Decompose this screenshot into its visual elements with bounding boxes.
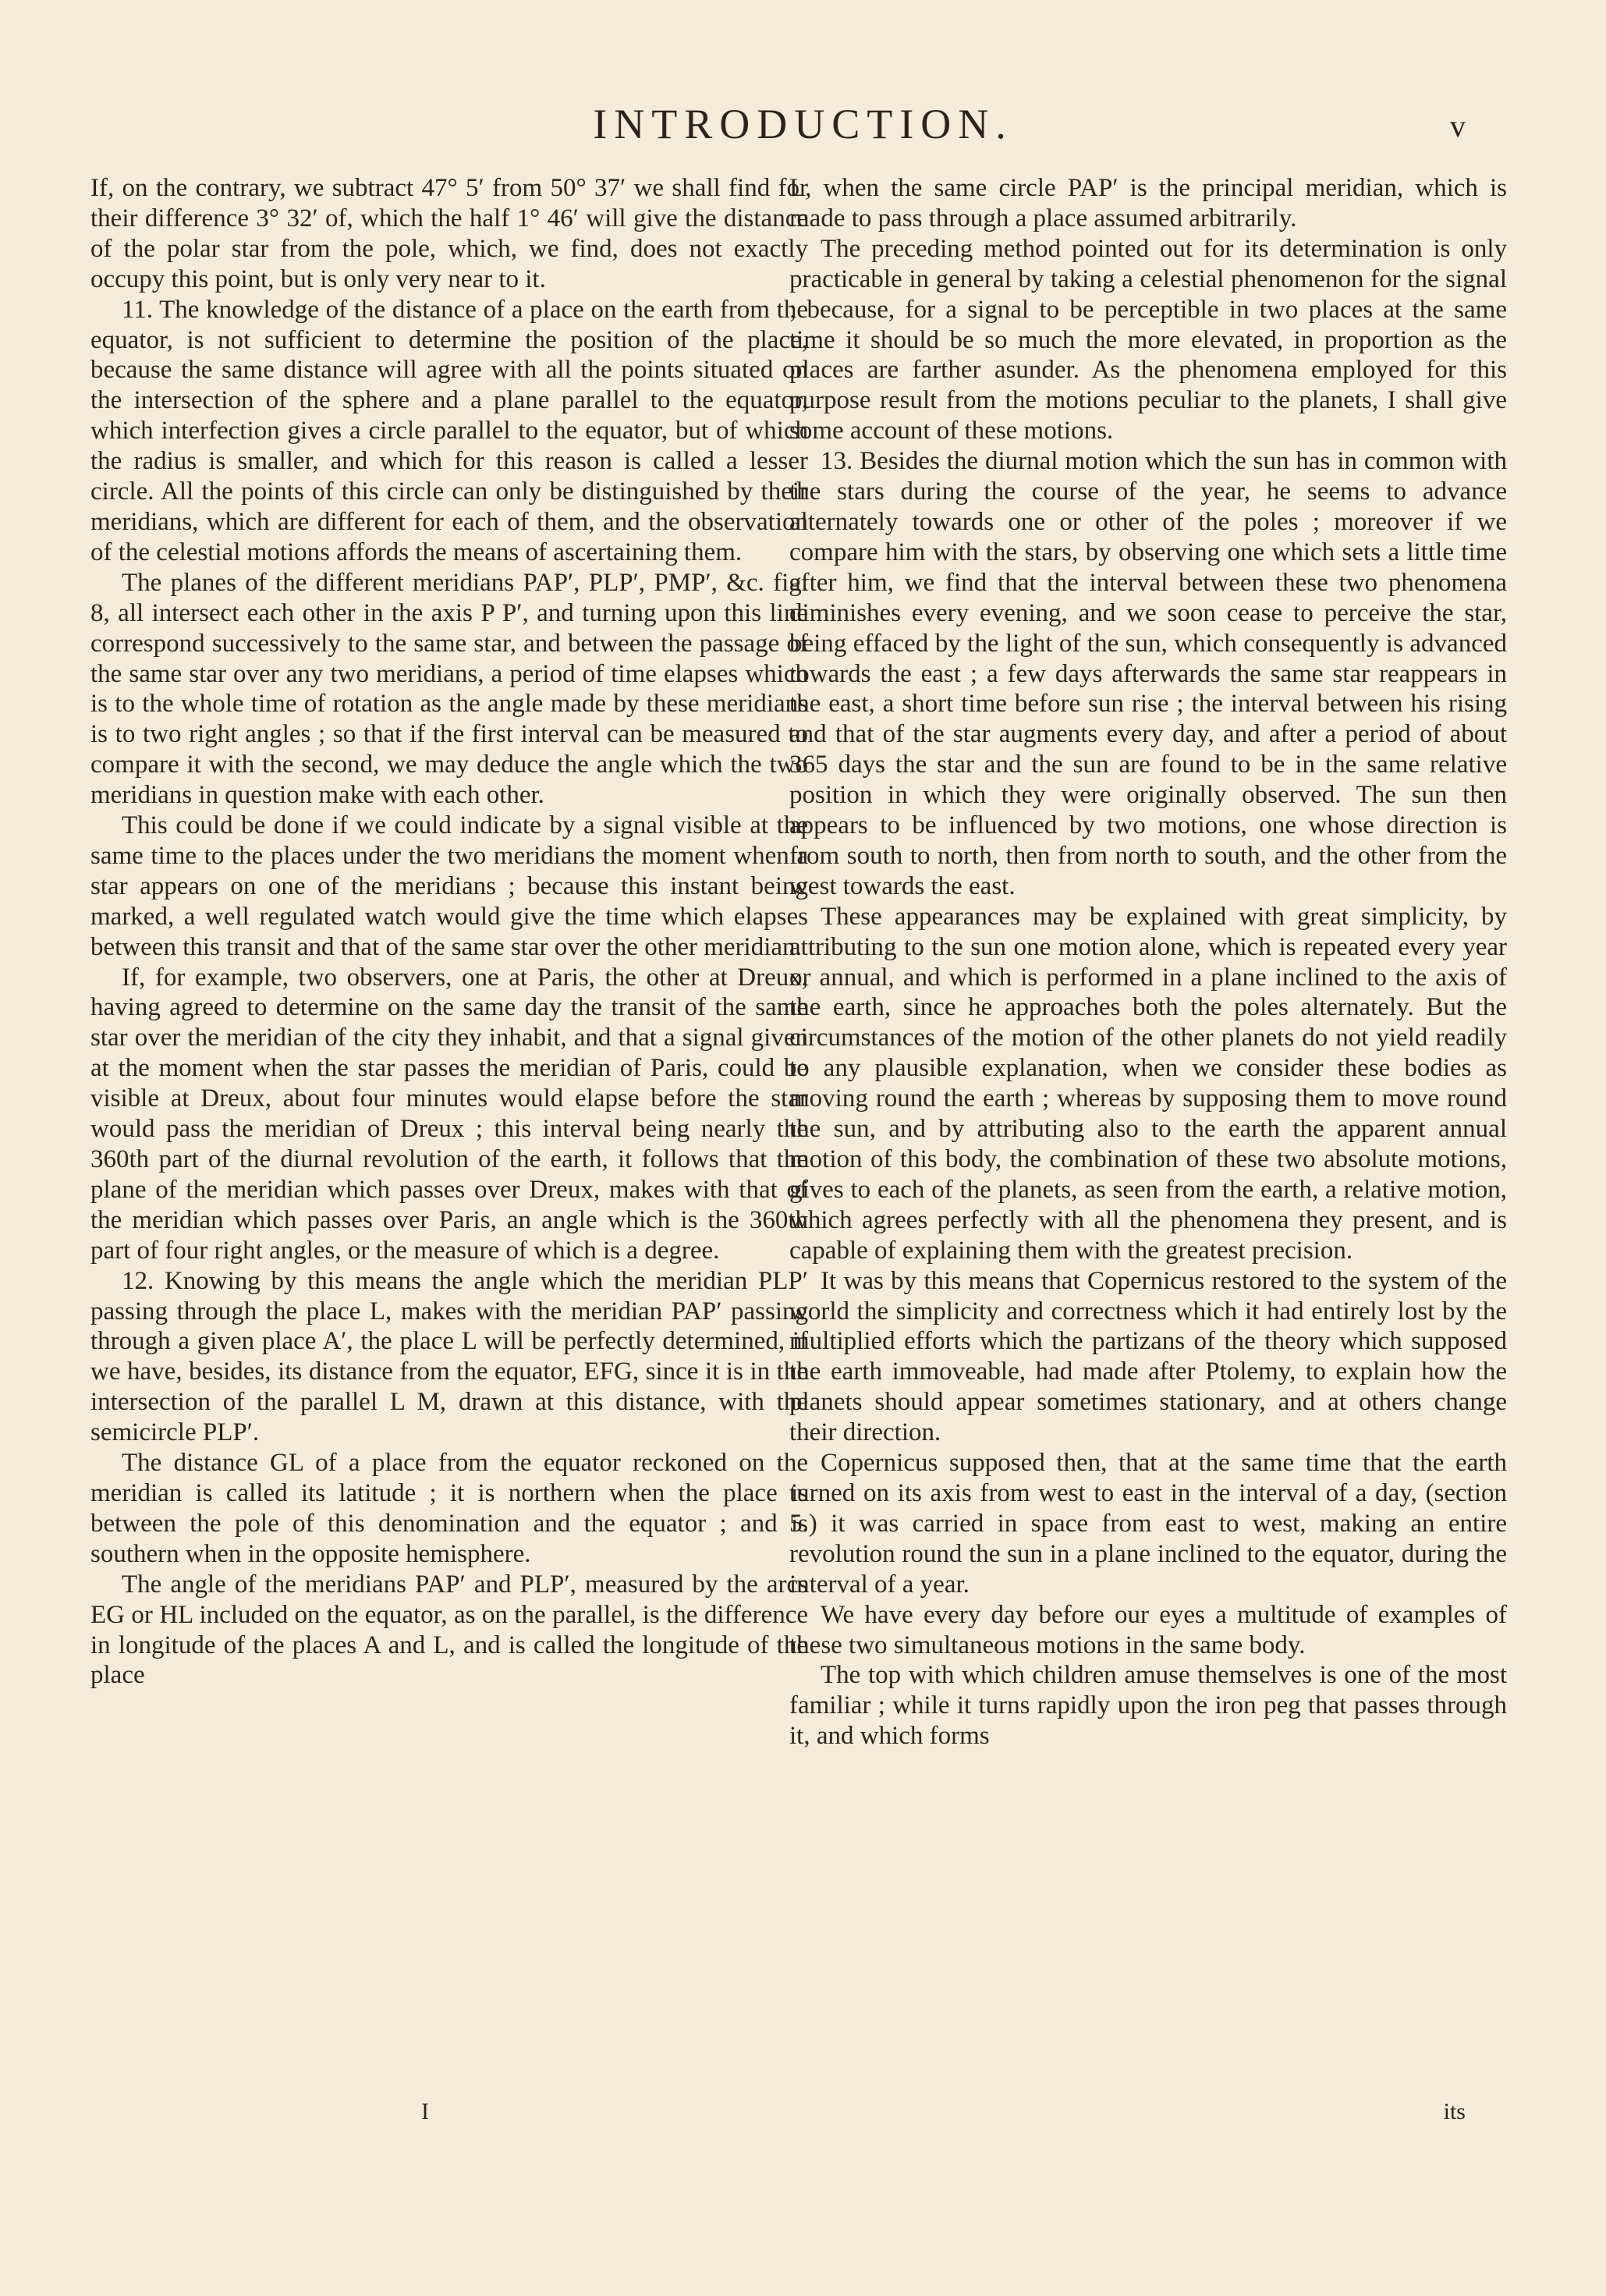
right-column	[789, 173, 1507, 1751]
paragraph: If, on the contrary, we subtract 47° 5′ from 50° 37′ we shall find for their difference 3° 32′ of, which the half 1° 46′ will give the distance of the polar star from the pole, which, we find, does not exactly occupy this point, but is only very near to it.	[90, 174, 808, 293]
signature-mark: I	[421, 2099, 429, 2124]
left-column	[90, 173, 808, 1691]
page-number: v	[1450, 108, 1466, 144]
paragraph: Copernicus supposed then, that at the same time that the earth turned on its axis from west to east in the interval of a day, (section 5.) it was carried in space from east to west, making an entire revolution round the sun in a plane inclined to the equator, during the interval of a year.	[789, 1449, 1507, 1599]
paragraph: The planes of the different meridians PAP′, PLP′, PMP′, &c. fig. 8, all intersect each other in the axis P P′, and turning upon this line correspond successively to the same star, and between the passage of the same star over any two meridians, a period of time elapses which is to the whole time of rotation as the angle made by these meridians is to two right angles ; so that if the first interval can be measured to compare it with the second, we may deduce the angle which the two meridians in question make with each other.	[90, 568, 808, 810]
paragraph: We have every day before our eyes a multitude of examples of these two simultaneous motions in the same body.	[789, 1600, 1507, 1659]
paragraph: 12. Knowing by this means the angle which the meridian PLP′ passing through the place L, makes with the meridian PAP′ passing through a given place A′, the place L will be perfectly determined, if we have, besides, its distance from the equator, EFG, since it is in the intersection of the parallel L M, drawn at this distance, with the semicircle PLP′.	[90, 1266, 808, 1447]
paragraph: The distance GL of a place from the equator reckoned on the meridian is called its latitude ; it is northern when the place is between the pole of this denomination and the equator ; and is southern when in the opposite hemisphere.	[90, 1449, 808, 1568]
paragraph: It was by this means that Copernicus restored to the system of the world the simplicity and correctness which it had entirely lost by the multiplied efforts which the partizans of the theory which supposed the earth immoveable, had made after Ptolemy, to explain how the planets should appear sometimes stationary, and at others change their direction.	[789, 1266, 1507, 1447]
paragraph: This could be done if we could indicate by a signal visible at the same time to the places under the two meridians the moment when a star appears on one of the meridians ; because this instant being marked, a well regulated watch would give the time which elapses between this transit and that of the same star over the other meridian.	[90, 811, 808, 961]
paragraph: 13. Besides the diurnal motion which the sun has in common with the stars during the course of the year, he seems to advance alternately towards one or other of the poles ; moreover if we compare him with the stars, by observing one which sets a little time after him, we find that the interval between these two phenomena diminishes every evening, and we soon cease to perceive the star, being effaced by the light of the sun, which consequently is advanced towards the east ; a few days afterwards the same star reappears in the east, a short time before sun rise ; the interval between his rising and that of the star augments every day, and after a period of about 365 days the star and the sun are found to be in the same relative position in which they were originally observed. The sun then appears to be influenced by two motions, one whose direction is from south to north, then from north to south, and the other from the west towards the east.	[789, 447, 1507, 900]
paragraph: If, for example, two observers, one at Paris, the other at Dreux, having agreed to determine on the same day the transit of the same star over the meridian of the city they inhabit, and that a signal given at the moment when the star passes the meridian of Paris, could be visible at Dreux, about four minutes would elapse before the star would pass the meridian of Dreux ; this interval being nearly the 360th part of the diurnal revolution of the earth, it follows that the plane of the meridian which passes over Dreux, makes with that of the meridian which passes over Paris, an angle which is the 360th part of four right angles, or the measure of which is a degree.	[90, 963, 808, 1265]
paragraph: 11. The knowledge of the distance of a place on the earth from the equator, is not sufficient to determine the position of the place, because the same distance will agree with all the points situated on the intersection of the sphere and a plane parallel to the equator, which interfection gives a circle parallel to the equator, but of which the radius is smaller, and which for this reason is called a lesser circle. All the points of this circle can only be distinguished by their meridians, which are different for each of them, and the observation of the celestial motions affords the means of ascertaining them.	[90, 295, 808, 566]
paragraph: The angle of the meridians PAP′ and PLP′, measured by the arcs EG or HL included on the equator, as on the parallel, is the difference in longitude of the places A and L, and is called the longitude of the place	[90, 1570, 808, 1690]
paragraph: The preceding method pointed out for its determination is only practicable in general by taking a celestial phenomenon for the signal ; because, for a signal to be perceptible in two places at the same time it should be so much the more elevated, in proportion as the places are farther asunder. As the phenomena employed for this purpose result from the motions peculiar to the planets, I shall give some account of these motions.	[789, 234, 1507, 445]
running-title: INTRODUCTION.	[593, 101, 1013, 147]
catchword: its	[1443, 2099, 1466, 2124]
paragraph: L, when the same circle PAP′ is the principal meridian, which is made to pass through a place assumed arbitrarily.	[789, 174, 1507, 232]
page-header	[0, 100, 1606, 162]
paragraph: These appearances may be explained with great simplicity, by attributing to the sun one motion alone, which is repeated every year or annual, and which is performed in a plane inclined to the axis of the earth, since he approaches both the poles alternately. But the circumstances of the motion of the other planets do not yield readily to any plausible explanation, when we consider these bodies as moving round the earth ; whereas by supposing them to move round the sun, and by attributing also to the earth the apparent annual motion of this body, the combination of these two absolute motions, gives to each of the planets, as seen from the earth, a relative motion, which agrees perfectly with all the phenomena they present, and is capable of explaining them with the greatest precision.	[789, 902, 1507, 1265]
paragraph: The top with which children amuse themselves is one of the most familiar ; while it turns rapidly upon the iron peg that passes through it, and which forms	[789, 1661, 1507, 1751]
